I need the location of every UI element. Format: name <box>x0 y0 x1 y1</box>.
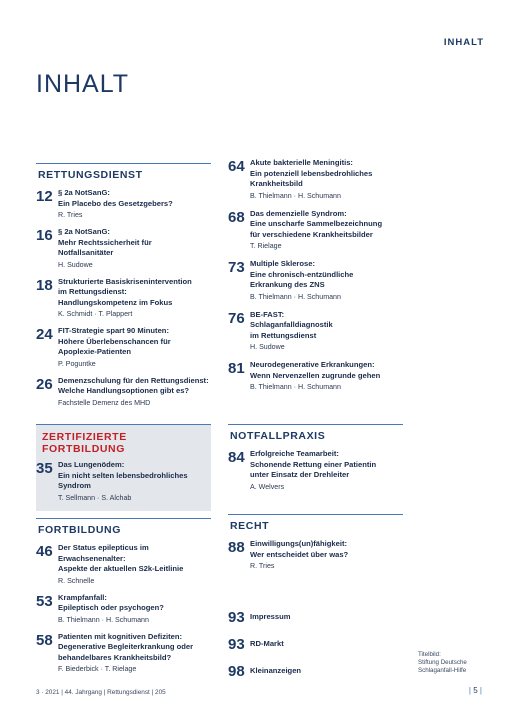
misc-column <box>228 609 403 680</box>
fortbildung-column <box>36 518 211 674</box>
toc-entry-body <box>58 227 211 270</box>
toc-entry-body <box>250 612 403 623</box>
toc-entry-title: Das demenzielle Syndrom: Eine unscharfe Sammelbezeichnung für verschiedene Krankheitsbilder <box>250 208 383 239</box>
toc-entry-title: RD-Markt <box>250 639 284 649</box>
toc-entry-title: Impressum <box>250 612 291 622</box>
toc-entry-title: § 2a NotSanG: Mehr Rechtssicherheit für Notfallsanitäter <box>58 227 152 257</box>
toc-entry-title: Der Status epilepticus im Erwachsenenalter: Aspekte der aktuellen S2k-Leitlinie <box>58 543 184 573</box>
toc-entry-author: B. Thielmann · H. Schumann <box>250 191 341 200</box>
toc-entry-title: Erfolgreiche Teamarbeit: Schonende Rettung einer Patientin unter Einsatz der Drehleiter <box>250 449 377 479</box>
toc-entry-body <box>58 593 211 625</box>
toc-entry[interactable] <box>36 326 211 369</box>
toc-entry-author: B. Thielmann · H. Schumann <box>58 615 149 624</box>
toc-entry[interactable] <box>36 460 211 503</box>
toc-entry[interactable] <box>228 259 403 302</box>
notfallpraxis-column <box>228 424 403 492</box>
toc-entry-body <box>58 460 211 503</box>
toc-entry-body <box>58 188 211 220</box>
toc-entry[interactable] <box>228 609 403 626</box>
toc-page-number: 58 <box>36 631 53 649</box>
toc-entry-body <box>250 209 403 252</box>
cover-caption: Titelbild: Stiftung Deutsche Schlaganfall-Hilfe <box>418 651 467 674</box>
left-column <box>36 163 211 408</box>
toc-page-number: 68 <box>228 208 245 226</box>
toc-entry-author: P. Poguntke <box>58 359 96 368</box>
toc-page-number: 88 <box>228 539 245 556</box>
toc-page-number: 16 <box>36 227 53 244</box>
toc-entry-title: Das Lungenödem: Ein nicht selten lebensbedrohliches Syndrom <box>58 460 188 490</box>
toc-entry-body <box>250 666 403 677</box>
toc-entry[interactable] <box>36 593 211 625</box>
toc-entry-title: Akute bakterielle Meningitis: Ein potenziell lebensbedrohliches Krankheitsbild <box>250 158 373 188</box>
toc-entry-author: K. Schmidt · T. Plappert <box>58 310 133 318</box>
page-number: 5 <box>473 686 478 695</box>
toc-entry-author: R. Tries <box>250 562 275 570</box>
toc-entry-title: FIT-Strategie spart 90 Minuten: Höhere Überlebenschancen für Apoplexie-Patienten <box>58 326 171 356</box>
toc-entry[interactable] <box>228 663 403 680</box>
toc-entry-author: T. Rielage <box>250 242 282 250</box>
toc-entry[interactable] <box>36 543 211 586</box>
toc-page-number: 18 <box>36 276 53 294</box>
toc-entry[interactable] <box>228 636 403 653</box>
toc-entry[interactable] <box>36 227 211 270</box>
toc-entry-body <box>250 310 403 353</box>
toc-entry-body <box>58 376 211 408</box>
toc-entry-title: Krampfanfall: Epileptisch oder psychogen? <box>58 592 164 612</box>
toc-page-number: 24 <box>36 326 53 343</box>
footer-page-number: | 5 | <box>468 686 482 695</box>
toc-page-number: 64 <box>228 158 245 175</box>
toc-entry-author: Fachstelle Demenz des MHD <box>58 398 151 407</box>
toc-page-number: 46 <box>36 543 53 560</box>
section-heading: RECHT <box>228 514 403 536</box>
toc-entry-author: T. Sellmann · S. Alchab <box>58 493 132 502</box>
zertifizierte-fortbildung-box <box>36 424 211 511</box>
footer-issue-info: 3 · 2021 | 44. Jahrgang | Rettungsdienst | 205 <box>36 689 166 696</box>
toc-entry[interactable] <box>228 449 403 492</box>
section-heading: RETTUNGSDIENST <box>36 163 211 185</box>
page-title: INHALT <box>36 70 130 98</box>
toc-entry-author: B. Thielmann · H. Schumann <box>250 292 341 301</box>
toc-entry-title: Kleinanzeigen <box>250 666 302 676</box>
toc-page-number: 84 <box>228 449 245 466</box>
toc-entry-body <box>250 449 403 492</box>
toc-entry-title: Multiple Sklerose: Eine chronisch-entzündliche Erkrankung des ZNS <box>250 259 354 289</box>
toc-entry-body <box>250 639 403 650</box>
toc-entry-author: A. Welvers <box>250 482 285 491</box>
toc-entry[interactable] <box>36 376 211 408</box>
toc-page-number: 26 <box>36 375 53 393</box>
toc-entry-title: Demenzschulung für den Rettungsdienst: Welche Handlungsoptionen gibt es? <box>58 375 209 395</box>
toc-entry-body <box>250 539 403 571</box>
toc-page-number: 73 <box>228 259 245 276</box>
toc-entry[interactable] <box>228 158 403 201</box>
toc-entry-title: Einwilligungs(un)fähigkeit: Wer entscheidet über was? <box>250 539 349 559</box>
toc-entry-author: H. Sudowe <box>58 260 93 269</box>
toc-page-number: 93 <box>228 636 245 653</box>
toc-page-number: 53 <box>36 592 53 610</box>
toc-entry[interactable] <box>36 188 211 220</box>
toc-entry-author: R. Schnelle <box>58 576 95 585</box>
running-head: INHALT <box>443 37 484 48</box>
section-heading: ZERTIFIZIERTE FORTBILDUNG <box>42 431 127 455</box>
toc-entry-author: B. Thielmann · H. Schumann <box>250 383 341 391</box>
toc-entry-body <box>250 259 403 302</box>
toc-entry-body <box>58 632 211 675</box>
toc-entry-title: BE-FAST: Schlaganfalldiagnostik im Rettungsdienst <box>250 309 333 340</box>
toc-entry[interactable] <box>228 360 403 392</box>
toc-entry-author: F. Biederbick · T. Rielage <box>58 665 137 673</box>
toc-entry-body <box>58 326 211 369</box>
toc-entry[interactable] <box>228 310 403 353</box>
toc-entry[interactable] <box>228 539 403 571</box>
toc-page-number: 76 <box>228 309 245 327</box>
toc-entry-body <box>58 277 211 320</box>
toc-entry-title: Strukturierte Basiskrisenintervention im Rettungsdienst: Handlungskompetenz im Fokus <box>58 276 192 307</box>
right-column <box>228 158 403 392</box>
toc-entry[interactable] <box>36 277 211 320</box>
toc-page-number: 81 <box>228 360 245 377</box>
toc-entry[interactable] <box>36 632 211 675</box>
toc-entry-title: Patienten mit kognitiven Defiziten: Degenerative Begleiterkrankung oder behandelbares Krankheitsbild? <box>58 631 194 662</box>
toc-page-number: 93 <box>228 609 245 626</box>
toc-entry-body <box>58 543 211 586</box>
toc-entry[interactable] <box>228 209 403 252</box>
toc-entry-author: R. Tries <box>58 211 83 219</box>
toc-entry-title: Neurodegenerative Erkrankungen: Wenn Nervenzellen zugrunde gehen <box>250 360 381 380</box>
toc-entry-body <box>250 360 403 392</box>
toc-entry-title: § 2a NotSanG: Ein Placebo des Gesetzgebers? <box>58 188 173 208</box>
toc-page-number: 98 <box>228 663 245 680</box>
section-heading: NOTFALLPRAXIS <box>228 424 403 446</box>
toc-entry-author: H. Sudowe <box>250 343 285 351</box>
recht-column <box>228 514 403 571</box>
toc-entry-body <box>250 158 403 201</box>
section-heading: FORTBILDUNG <box>36 518 211 540</box>
toc-page-number: 12 <box>36 188 53 205</box>
toc-page-number: 35 <box>36 460 53 477</box>
